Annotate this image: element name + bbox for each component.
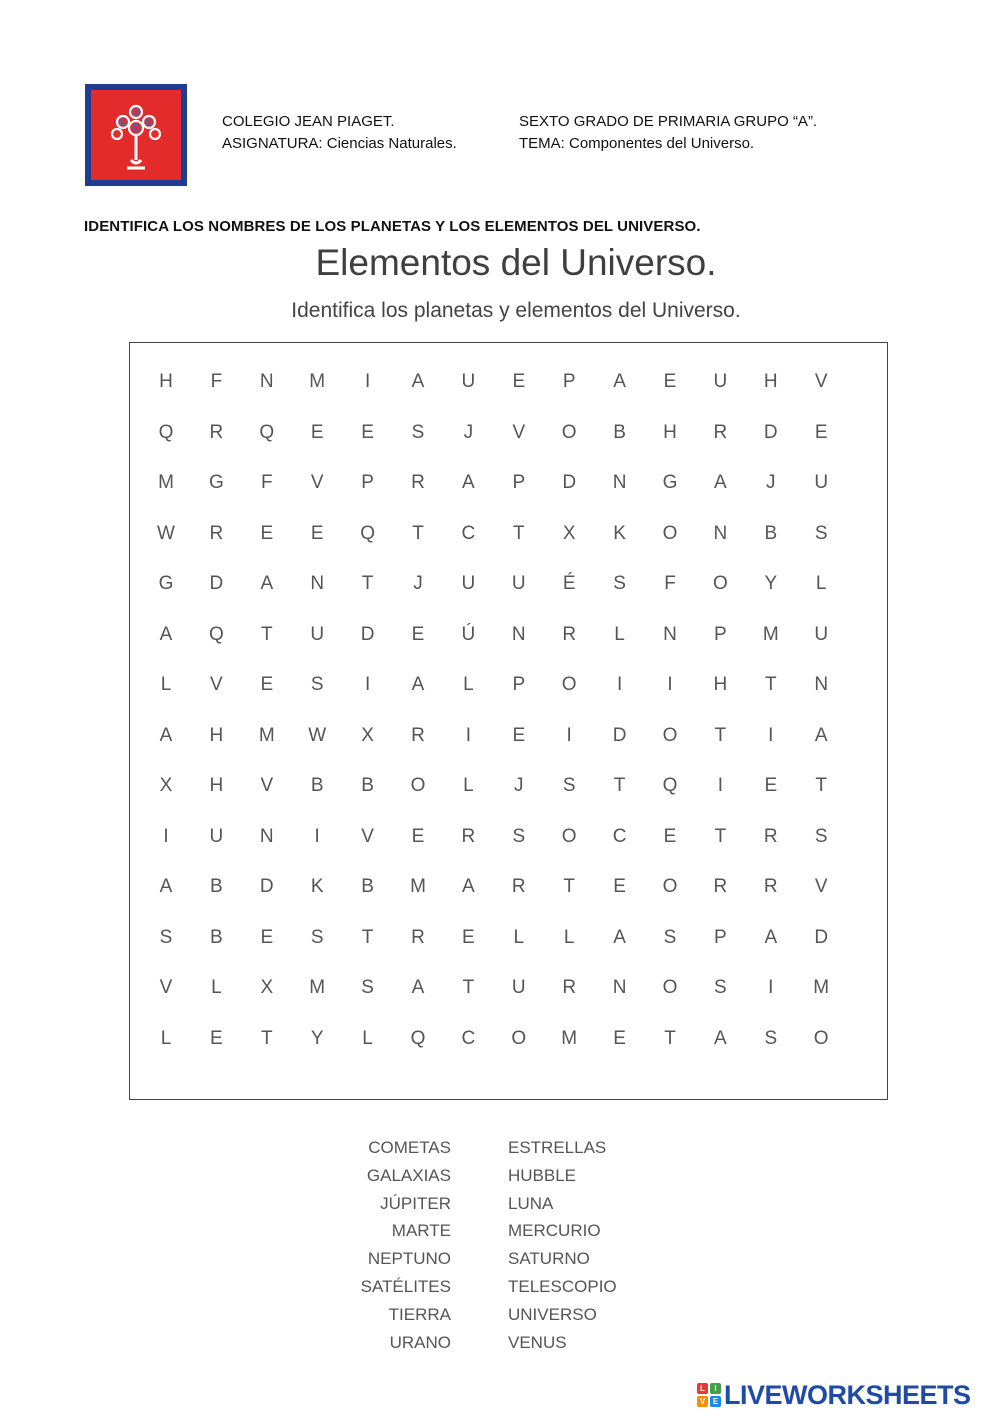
grid-letter[interactable]: H: [209, 724, 224, 746]
grid-letter[interactable]: S: [310, 674, 324, 695]
grid-letter[interactable]: A: [260, 573, 274, 594]
grid-letter[interactable]: L: [513, 926, 525, 948]
grid-letter[interactable]: B: [210, 926, 223, 948]
grid-letter[interactable]: U: [209, 825, 224, 847]
grid-letter[interactable]: E: [260, 926, 274, 948]
word-list-item: SATURNO: [508, 1249, 590, 1269]
grid-letter[interactable]: M: [309, 371, 326, 392]
grid-letter[interactable]: E: [310, 522, 324, 544]
grid-letter[interactable]: T: [714, 825, 727, 847]
grid-letter[interactable]: U: [713, 371, 728, 392]
grid-letter[interactable]: I: [163, 825, 169, 847]
grid-letter[interactable]: X: [361, 724, 374, 746]
grid-letter[interactable]: F: [664, 573, 676, 594]
grid-letter[interactable]: F: [210, 371, 223, 392]
grid-letter[interactable]: N: [663, 623, 677, 645]
page-title: Elementos del Universo.: [315, 242, 717, 283]
grid-letter[interactable]: A: [411, 371, 425, 392]
grid-letter[interactable]: R: [763, 825, 778, 847]
grid-letter[interactable]: N: [612, 472, 627, 493]
school-name: COLEGIO JEAN PIAGET.: [222, 113, 395, 130]
grid-letter[interactable]: A: [714, 1027, 727, 1049]
grid-letter[interactable]: P: [714, 623, 727, 645]
grid-letter[interactable]: I: [616, 674, 623, 695]
grid-letter[interactable]: V: [310, 472, 324, 493]
word-list-item: MERCURIO: [508, 1221, 601, 1241]
word-list-item: UNIVERSO: [508, 1304, 597, 1324]
grid-letter[interactable]: L: [463, 674, 474, 695]
grid-letter[interactable]: A: [613, 926, 626, 948]
grid-letter[interactable]: M: [158, 472, 174, 493]
grid-letter[interactable]: E: [512, 724, 526, 746]
grid-letter[interactable]: N: [310, 573, 325, 594]
grid-letter[interactable]: B: [361, 876, 374, 897]
grid-letter[interactable]: M: [309, 977, 326, 998]
header-right: [519, 111, 817, 155]
grid-letter[interactable]: O: [511, 1027, 527, 1049]
grid-letter[interactable]: L: [362, 1027, 373, 1049]
word-search-grid[interactable]: [129, 342, 888, 1100]
grid-letter[interactable]: C: [612, 825, 627, 847]
grid-letter[interactable]: K: [613, 522, 626, 544]
grid-letter[interactable]: O: [561, 825, 577, 847]
grid-letter[interactable]: I: [768, 977, 774, 998]
grid-letter[interactable]: I: [768, 724, 774, 746]
grid-letter[interactable]: A: [462, 472, 475, 493]
grid-letter[interactable]: T: [412, 522, 424, 544]
grid-letter[interactable]: P: [714, 926, 727, 948]
word-list-item: TIERRA: [388, 1304, 451, 1324]
grid-letter[interactable]: S: [814, 522, 828, 544]
word-list-left: [300, 1134, 451, 1356]
grid-letter[interactable]: T: [714, 724, 727, 746]
grid-letter[interactable]: L: [160, 1027, 172, 1049]
grid-letter[interactable]: Q: [662, 775, 678, 796]
grid-letter[interactable]: E: [814, 421, 828, 443]
grid-letter[interactable]: S: [159, 926, 173, 948]
grid-letter[interactable]: O: [662, 724, 678, 746]
liveworksheets-brand: [697, 1380, 971, 1410]
grid-letter[interactable]: D: [209, 573, 224, 594]
grid-letter[interactable]: O: [813, 1027, 829, 1049]
grid-letter[interactable]: S: [361, 977, 374, 998]
grid-letter[interactable]: O: [662, 876, 678, 897]
grid-letter[interactable]: A: [462, 876, 475, 897]
grid-letter[interactable]: T: [815, 775, 827, 796]
grid-letter[interactable]: S: [562, 775, 576, 796]
grid-letter[interactable]: R: [562, 623, 577, 645]
grid-letter[interactable]: U: [814, 623, 829, 645]
grid-letter[interactable]: A: [159, 876, 173, 897]
grid-letter[interactable]: S: [814, 825, 828, 847]
grid-letter[interactable]: T: [361, 573, 374, 594]
grid-letter[interactable]: Y: [310, 1027, 324, 1049]
grid-letter[interactable]: X: [562, 522, 576, 544]
grid-letter[interactable]: O: [410, 775, 426, 796]
grid-letter[interactable]: V: [159, 977, 173, 998]
school-logo-emblem: [91, 90, 181, 180]
grid-cells: [130, 343, 887, 1099]
grid-letter[interactable]: W: [308, 724, 327, 746]
grid-letter[interactable]: I: [717, 775, 724, 796]
grid-letter[interactable]: I: [314, 825, 320, 847]
grid-letter[interactable]: S: [411, 421, 425, 443]
grid-letter[interactable]: E: [613, 1027, 626, 1049]
grid-letter[interactable]: R: [511, 876, 526, 897]
grid-letter[interactable]: B: [613, 421, 626, 443]
grid-letter[interactable]: H: [159, 371, 173, 392]
brand-mark-letter: E: [710, 1396, 721, 1407]
grid-letter[interactable]: A: [714, 472, 727, 493]
grid-letter[interactable]: N: [259, 825, 274, 847]
grid-letter[interactable]: C: [461, 1027, 476, 1049]
grid-letter[interactable]: U: [461, 371, 476, 392]
grid-letter[interactable]: X: [260, 977, 274, 998]
grid-letter[interactable]: B: [310, 775, 324, 796]
grid-letter[interactable]: R: [411, 472, 425, 493]
grid-letter[interactable]: B: [210, 876, 223, 897]
grade-line: SEXTO GRADO DE PRIMARIA GRUPO “A”.: [519, 113, 818, 130]
grid-letter[interactable]: J: [413, 573, 423, 594]
grid-letter[interactable]: P: [512, 674, 526, 695]
word-list-item: URANO: [389, 1332, 451, 1352]
grid-letter[interactable]: I: [667, 674, 673, 695]
grid-letter[interactable]: S: [512, 825, 526, 847]
grid-letter[interactable]: A: [159, 724, 173, 746]
grid-letter[interactable]: Q: [158, 421, 174, 443]
word-list-item: VENUS: [508, 1332, 567, 1352]
grid-letter[interactable]: V: [260, 775, 274, 796]
grid-letter[interactable]: R: [209, 522, 224, 544]
grid-letter[interactable]: S: [613, 573, 626, 594]
grid-letter[interactable]: T: [260, 623, 273, 645]
grid-letter[interactable]: E: [663, 371, 677, 392]
grid-letter[interactable]: D: [562, 472, 577, 493]
grid-letter[interactable]: A: [764, 926, 778, 948]
school-logo: [85, 84, 187, 186]
grid-letter[interactable]: O: [561, 674, 577, 695]
grid-letter[interactable]: P: [361, 472, 374, 493]
grid-letter[interactable]: J: [514, 775, 524, 796]
grid-letter[interactable]: E: [764, 775, 778, 796]
brand-mark-letter: I: [710, 1383, 721, 1394]
grid-letter[interactable]: R: [713, 876, 728, 897]
grid-letter[interactable]: T: [462, 977, 475, 998]
header-left: [222, 111, 457, 155]
grid-letter[interactable]: M: [258, 724, 275, 746]
grid-letter[interactable]: R: [461, 825, 476, 847]
grid-letter[interactable]: M: [561, 1027, 578, 1049]
grid-letter[interactable]: N: [511, 623, 526, 645]
subject-line: ASIGNATURA: Ciencias Naturales.: [222, 135, 457, 152]
grid-letter[interactable]: Q: [259, 421, 275, 443]
grid-letter[interactable]: J: [463, 421, 474, 443]
grid-letter[interactable]: E: [411, 623, 425, 645]
grid-letter[interactable]: E: [361, 421, 374, 443]
word-list-item: HUBBLE: [508, 1165, 577, 1185]
grid-letter[interactable]: S: [310, 926, 324, 948]
topic-line: TEMA: Componentes del Universo.: [519, 135, 755, 152]
grid-letter[interactable]: E: [663, 825, 677, 847]
grid-letter[interactable]: T: [613, 775, 626, 796]
grid-letter[interactable]: I: [364, 371, 371, 392]
grid-letter[interactable]: E: [411, 825, 425, 847]
grid-letter[interactable]: Y: [764, 573, 778, 594]
grid-letter[interactable]: D: [612, 724, 627, 746]
grid-letter[interactable]: M: [410, 876, 426, 897]
grid-letter[interactable]: T: [361, 926, 374, 948]
grid-letter[interactable]: G: [158, 573, 174, 594]
word-list-right: [508, 1134, 708, 1356]
grid-letter[interactable]: Q: [360, 522, 375, 544]
word-list-item: SATÉLITES: [360, 1276, 451, 1296]
grid-letter[interactable]: E: [260, 674, 274, 695]
grid-letter[interactable]: T: [563, 876, 575, 897]
grid-letter[interactable]: L: [563, 926, 575, 948]
grid-letter[interactable]: D: [763, 421, 778, 443]
grid-letter[interactable]: L: [614, 623, 625, 645]
grid-letter[interactable]: E: [310, 421, 324, 443]
grid-letter[interactable]: V: [210, 674, 223, 695]
word-list-item: JÚPITER: [380, 1193, 451, 1213]
grid-letter[interactable]: N: [713, 522, 728, 544]
grid-letter[interactable]: O: [561, 421, 577, 443]
grid-letter[interactable]: V: [361, 825, 374, 847]
grid-letter[interactable]: X: [159, 775, 173, 796]
grid-letter[interactable]: G: [209, 472, 224, 493]
grid-letter[interactable]: N: [814, 674, 829, 695]
word-list-item: ESTRELLAS: [508, 1138, 607, 1157]
grid-letter[interactable]: H: [763, 371, 778, 392]
brand-mark-letter: L: [697, 1383, 708, 1394]
grid-letter[interactable]: E: [260, 522, 274, 544]
grid-letter[interactable]: N: [259, 371, 274, 392]
grid-letter[interactable]: J: [766, 472, 776, 493]
grid-letter[interactable]: É: [562, 573, 576, 594]
instruction: IDENTIFICA LOS NOMBRES DE LOS PLANETAS Y LOS ELEMENTOS DEL UNIVERSO.: [84, 218, 701, 235]
grid-letter[interactable]: B: [764, 522, 778, 544]
word-list-item: MARTE: [391, 1221, 451, 1241]
grid-letter[interactable]: A: [814, 724, 828, 746]
grid-letter[interactable]: M: [813, 977, 830, 998]
grid-letter[interactable]: K: [310, 876, 324, 897]
grid-letter[interactable]: R: [411, 926, 425, 948]
grid-letter[interactable]: D: [360, 623, 375, 645]
grid-letter[interactable]: P: [562, 371, 576, 392]
grid-letter[interactable]: H: [713, 674, 728, 695]
grid-letter[interactable]: N: [612, 977, 627, 998]
grid-letter[interactable]: T: [764, 674, 777, 695]
grid-letter[interactable]: W: [157, 522, 175, 544]
grid-letter[interactable]: U: [511, 977, 526, 998]
grid-letter[interactable]: A: [411, 977, 425, 998]
grid-letter[interactable]: O: [713, 573, 728, 594]
grid-letter[interactable]: L: [463, 775, 474, 796]
grid-letter[interactable]: S: [714, 977, 727, 998]
grid-letter[interactable]: O: [662, 522, 678, 544]
grid-letter[interactable]: F: [260, 472, 273, 493]
grid-letter[interactable]: I: [364, 674, 371, 695]
grid-letter[interactable]: R: [763, 876, 778, 897]
grid-letter[interactable]: S: [663, 926, 677, 948]
grid-letter[interactable]: R: [411, 724, 425, 746]
grid-letter[interactable]: H: [209, 775, 224, 796]
grid-letter[interactable]: Ú: [461, 623, 476, 645]
grid-letter[interactable]: L: [160, 674, 172, 695]
grid-letter[interactable]: A: [613, 371, 626, 392]
grid-letter[interactable]: D: [814, 926, 829, 948]
word-list-item: GALAXIAS: [366, 1165, 451, 1185]
word-list-item: LUNA: [508, 1193, 554, 1213]
grid-letter[interactable]: T: [260, 1027, 273, 1049]
grid-letter[interactable]: R: [562, 977, 577, 998]
grid-letter[interactable]: S: [764, 1027, 778, 1049]
grid-letter[interactable]: L: [815, 573, 827, 594]
grid-letter[interactable]: A: [159, 623, 173, 645]
grid-letter[interactable]: B: [361, 775, 374, 796]
grid-letter[interactable]: M: [762, 623, 779, 645]
grid-letter[interactable]: L: [211, 977, 222, 998]
grid-letter[interactable]: I: [566, 724, 572, 746]
grid-letter[interactable]: U: [461, 573, 476, 594]
grid-letter[interactable]: Q: [209, 623, 224, 645]
grid-letter[interactable]: V: [512, 421, 526, 443]
page-subtitle: Identifica los planetas y elementos del Universo.: [291, 299, 741, 322]
grid-letter[interactable]: E: [210, 1027, 223, 1049]
word-list-item: COMETAS: [368, 1138, 451, 1157]
grid-letter[interactable]: C: [461, 522, 476, 544]
grid-letter[interactable]: E: [613, 876, 626, 897]
word-list-item: TELESCOPIO: [508, 1276, 617, 1296]
grid-letter[interactable]: Q: [410, 1027, 426, 1049]
tree-emblem-icon: [103, 98, 169, 174]
grid-letter[interactable]: I: [465, 724, 472, 746]
grid-letter[interactable]: A: [411, 674, 425, 695]
grid-letter[interactable]: U: [310, 623, 325, 645]
grid-letter[interactable]: R: [713, 421, 728, 443]
grid-letter[interactable]: T: [664, 1027, 676, 1049]
grid-letter[interactable]: E: [512, 371, 526, 392]
brand-mark-icon: [697, 1383, 721, 1407]
grid-letter[interactable]: D: [259, 876, 274, 897]
grid-letter[interactable]: U: [511, 573, 526, 594]
brand-mark-letter: V: [697, 1396, 708, 1407]
grid-letter[interactable]: P: [512, 472, 526, 493]
brand-text: LIVEWORKSHEETS: [724, 1379, 971, 1410]
grid-letter[interactable]: V: [814, 876, 828, 897]
grid-letter[interactable]: O: [662, 977, 678, 998]
grid-letter[interactable]: E: [462, 926, 475, 948]
grid-letter[interactable]: V: [814, 371, 828, 392]
grid-letter[interactable]: H: [663, 421, 677, 443]
grid-letter[interactable]: U: [814, 472, 829, 493]
grid-letter[interactable]: R: [209, 421, 224, 443]
grid-letter[interactable]: G: [662, 472, 678, 493]
word-list-item: NEPTUNO: [367, 1249, 451, 1269]
grid-letter[interactable]: T: [512, 522, 525, 544]
